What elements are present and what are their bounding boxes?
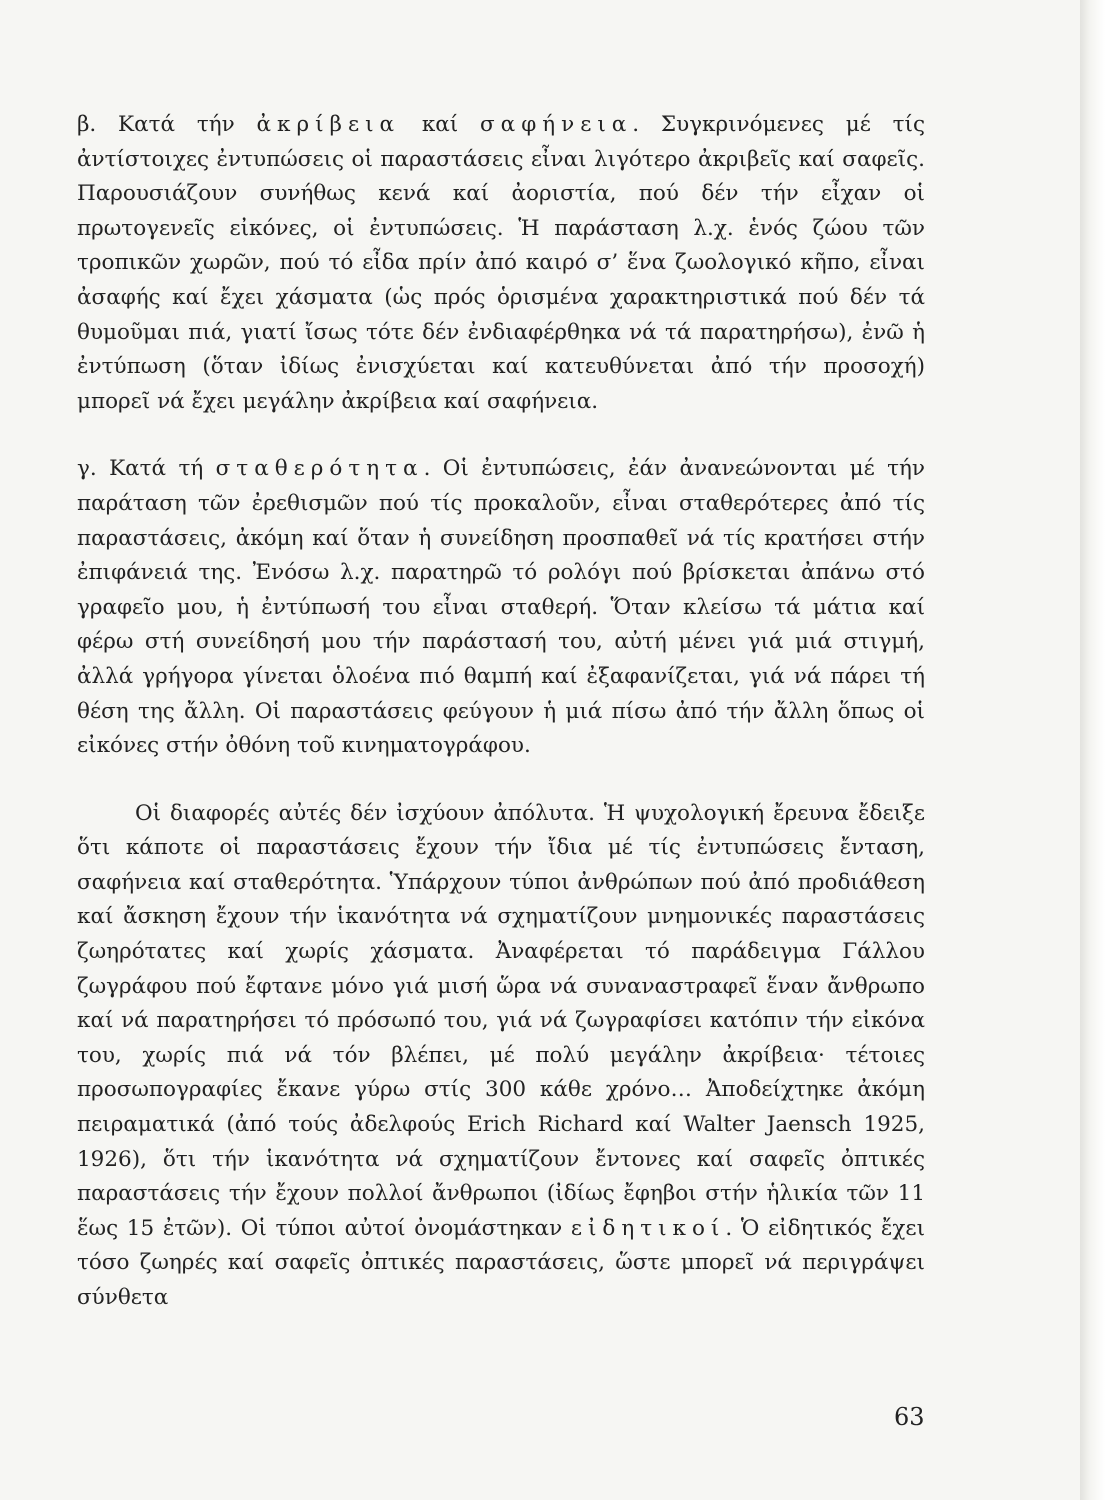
spaced-term-clarity: σαφήνεια bbox=[480, 112, 633, 137]
page-number: 63 bbox=[894, 1403, 925, 1431]
paragraph-precision-clarity: β. Κατά τήν ἀκρίβεια καί σαφήνεια. Συγκρινόμενες μέ τίς ἀντίστοιχες ἐντυπώσεις οἱ παραστάσεις εἶναι λιγότερο ἀκριβεῖς καί σαφεῖς. Παρουσιάζουν συνήθως κενά καί ἀοριστία, πού δέν τήν εἶχαν οἱ πρωτογενεῖς εἰκόνες, οἱ ἐντυπώσεις. Ἡ παράσταση λ.χ. ἑνός ζώου τῶν τροπικῶν χωρῶν, πού τό εἶδα πρίν ἀπό καιρό σ’ ἕνα ζωολογικό κῆπο, εἶναι ἀσαφής καί ἔχει χάσματα (ὡς πρός ὁρισμένα χαρακτηριστικά πού δέν τά θυμοῦμαι πιά, γιατί ἴσως τότε δέν ἐνδιαφέρθηκα νά τά παρατηρήσω), ἐνῶ ἡ ἐντύπωση (ὅταν ἰδίως ἐνισχύεται καί κατευθύνεται ἀπό τήν προσοχή) μπορεῖ νά ἔχει μεγάλην ἀκρίβεια καί σαφήνεια. bbox=[77, 112, 925, 414]
spaced-term-stability: σταθερότητα bbox=[215, 456, 424, 482]
paragraph-differences: Οἱ διαφορές αὐτές δέν ἰσχύουν ἀπόλυτα. Ἡ ψυχολογική ἔρευνα ἔδειξε ὅτι κάποτε οἱ παραστάσεις ἔχουν τήν ἴδια μέ τίς ἐντυπώσεις ἔνταση, σαφήνεια καί σταθερότητα. Ὑπάρχουν τύποι ἀνθρώπων πού ἀπό προδιάθεση καί ἄσκηση ἔχουν τήν ἱκανότητα νά σχηματίζουν μνημονικές παραστάσεις ζωηρότατες καί χωρίς χάσματα. Ἀναφέρεται τό παράδειγμα Γάλλου ζωγράφου πού ἔφτανε μόνο γιά μισή ὥρα νά συναναστραφεῖ ἕναν ἄνθρωπο καί νά παρατηρήσει τό πρόσωπό του, γιά νά ζωγραφίσει κατόπιν τήν εἰκόνα του, χωρίς πιά νά τόν βλέπει, μέ πολύ μεγάλην ἀκρίβεια· τέτοιες προσωπογραφίες ἔκανε γύρω στίς 300 κάθε χρόνο… Ἀποδείχτηκε ἀκόμη πειραματικά (ἀπό τούς ἀδελφούς Erich Richard καί Walter Jaensch 1925, 1926), ὅτι τήν ἱκανότητα νά σχηματίζουν ἔντονες καί σαφεῖς ὀπτικές παραστάσεις τήν ἔχουν πολλοί ἄνθρωποι (ἰδίως ἔφηβοι στήν ἡλικία τῶν 11 ἕως 15 ἐτῶν). Οἱ τύποι αὐτοί ὀνομάστηκαν εἰδητικοί. Ὁ εἰδητικός ἔχει τόσο ζωηρές καί σαφεῖς ὀπτικές παραστάσεις, ὥστε μπορεῖ νά περιγράψει σύνθετα bbox=[77, 800, 925, 1310]
paragraph-stability: γ. Κατά τή σταθερότητα. Οἱ ἐντυπώσεις, ἐάν ἀνανεώνονται μέ τήν παράταση τῶν ἐρεθισμῶν πού τίς προκαλοῦν, εἶναι σταθερότερες ἀπό τίς παραστάσεις, ἀκόμη καί ὅταν ἡ συνείδηση προσπαθεῖ νά τίς κρατήσει στήν ἐπιφάνειά της. Ἐνόσω λ.χ. παρατηρῶ τό ρολόγι πού βρίσκεται ἀπάνω στό γραφεῖο μου, ἡ ἐντύπωσή του εἶναι σταθερή. Ὅταν κλείσω τά μάτια καί φέρω στή συνείδησή μου τήν παράστασή του, αὐτή μένει γιά μιά στιγμή, ἀλλά γρήγορα γίνεται ὁλοένα πιό θαμπή καί ἐξαφανίζεται, γιά νά πάρει τή θέση της ἄλλη. Οἱ παραστάσεις φεύγουν ἡ μιά πίσω ἀπό τήν ἄλλη ὅπως οἱ εἰκόνες στήν ὀθόνη τοῦ κινηματογράφου. bbox=[77, 456, 925, 759]
page-edge bbox=[1080, 0, 1105, 1500]
spaced-term-accuracy: ἀκρίβεια bbox=[256, 112, 401, 137]
spaced-term-eidetic: εἰδητικοί bbox=[570, 1215, 726, 1241]
body-text bbox=[77, 108, 925, 1316]
